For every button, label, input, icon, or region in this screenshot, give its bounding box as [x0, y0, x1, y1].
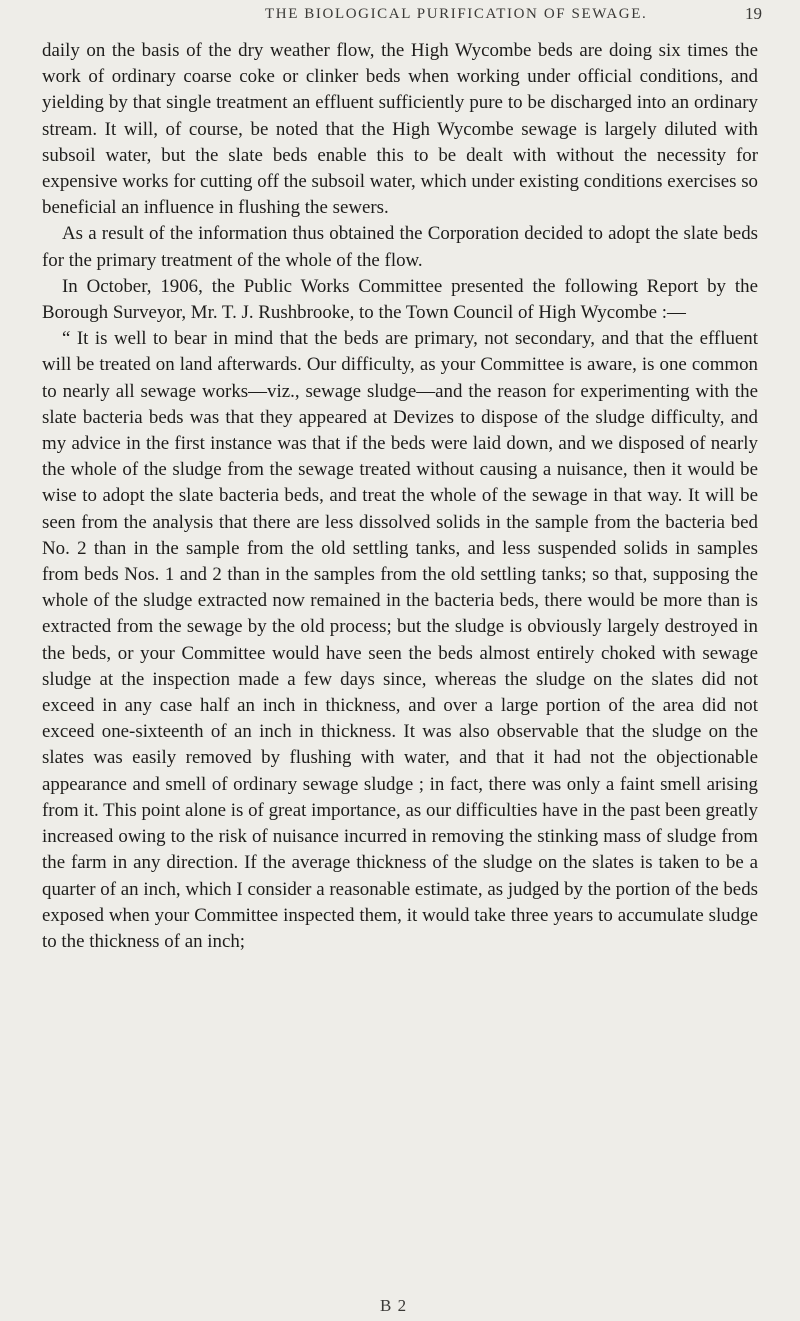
body-text	[42, 38, 758, 955]
running-title: THE BIOLOGICAL PURIFICATION OF SEWAGE.	[265, 6, 648, 22]
paragraph-surveyor-report: “ It is well to bear in mind that the beds are primary, not secondary, and that the effluent will be treated on land afterwards. Our difficulty, as your Committee is aware, is one common to nearly all sewage works—viz., sewage sludge—and the reason for experimenting with the slate bacteria beds was that they appeared at Devizes to dispose of the sludge difficulty, and my advice in the first instance was that if the beds were laid down, and we disposed of nearly the whole of the sludge from the sewage treated without causing a nuisance, then it would be wise to adopt the slate bacteria beds, and treat the whole of the sewage in that way. It will be seen from the analysis that there are less dissolved solids in the sample from the bacteria bed No. 2 than in the sample from the old settling tanks, and less suspended solids in samples from beds Nos. 1 and 2 than in the samples from the old settling tanks; so that, supposing the whole of the sludge extracted now remained in the bacteria beds, there would be more than is extracted from the sewage by the old process; but the sludge is obviously largely destroyed in the beds, or your Committee would have seen the beds almost entirely choked with sewage sludge at the inspection made a few days since, whereas the sludge on the slates did not exceed in any case half an inch in thickness, and over a large portion of the area did not exceed one-sixteenth of an inch in thickness. It was also observable that the sludge on the slates was easily removed by flushing with water, and that it had not the objectionable appearance and smell of ordinary sewage sludge ; in fact, there was only a faint smell arising from it. This point alone is of great importance, as our difficulties have in the past been greatly increased owing to the risk of nuisance incurred in removing the stinking mass of sludge from the farm in any direction. If the average thickness of the sludge on the slates is taken to be a quarter of an inch, which I consider a reasonable estimate, as judged by the portion of the beds exposed when your Committee inspected them, it would take three years to accumulate sludge to the thickness of an inch;	[42, 328, 758, 952]
running-header	[0, 4, 800, 30]
paragraph-report-intro: In October, 1906, the Public Works Committee presented the following Report by the Borough Surveyor, Mr. T. J. Rushbrooke, to the Town Council of High Wycombe :—	[42, 275, 758, 324]
signature-mark: B 2	[380, 1296, 408, 1315]
paragraph-corporation-decision: As a result of the information thus obtained the Corporation decided to adopt the slate beds for the primary treatment of the whole of the flow.	[42, 223, 758, 271]
paragraph-continued: daily on the basis of the dry weather flow, the High Wycombe beds are doing six times the work of ordinary coarse coke or clinker beds when working under official conditions, and yielding by that single treatment an effluent sufficiently pure to be discharged into an ordinary stream. It will, of course, be noted that the High Wycombe sewage is largely diluted with subsoil water, but the slate beds enable this to be dealt with without the necessity for expensive works for cutting off the subsoil water, which under existing conditions exercises so beneficial an influence in flushing the sewers.	[42, 40, 758, 219]
page-number: 19	[745, 4, 762, 23]
